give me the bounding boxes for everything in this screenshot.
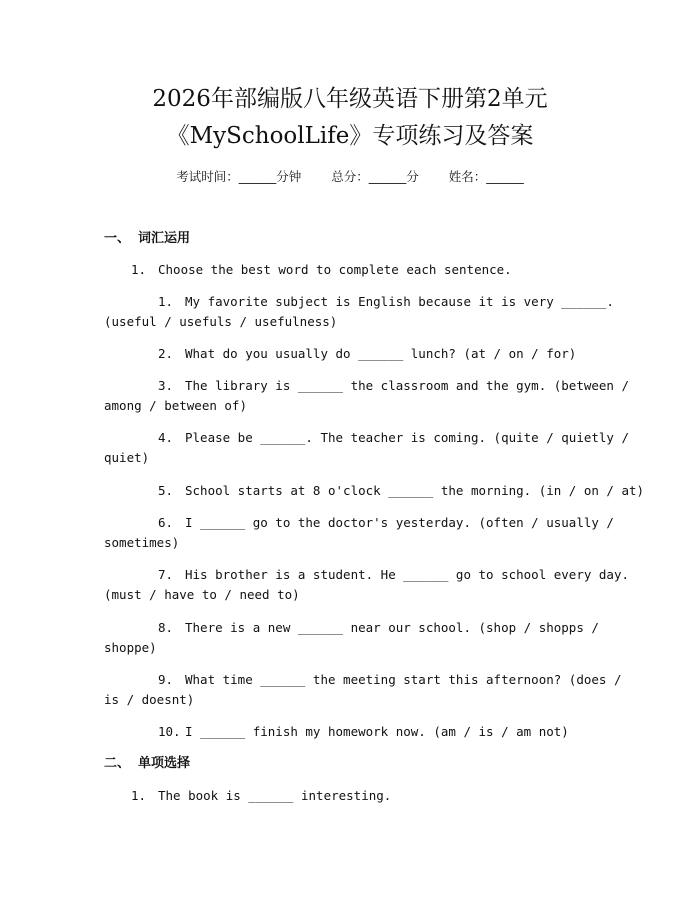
question-9: 9. What time ______ the meeting start this afternoon? (does / <box>158 672 622 687</box>
section-number: 一、 <box>104 231 131 246</box>
question-1: 1. My favorite subject is English because it is very ______. <box>158 294 614 309</box>
student-name-field: 姓名：______ <box>448 169 524 184</box>
total-score-field: 总分：______分 <box>331 169 419 184</box>
choice-question-1: 1. The book is ______ interesting. <box>131 788 392 803</box>
question-7-options: (must / have to / need to) <box>104 587 300 602</box>
section-heading-vocabulary <box>104 230 190 248</box>
question-1-options: (useful / usefuls / usefulness) <box>104 314 338 329</box>
question-6-options: sometimes) <box>104 535 180 550</box>
question-6: 6. I ______ go to the doctor's yesterday. (often / usually / <box>158 515 614 530</box>
exam-meta <box>0 168 700 186</box>
question-10: 10. I ______ finish my homework now. (am / is / am not) <box>158 724 569 739</box>
instruction-line: 1. Choose the best word to complete each sentence. <box>131 262 512 277</box>
question-8: 8. There is a new ______ near our school. (shop / shopps / <box>158 620 599 635</box>
section-number: 二、 <box>104 756 131 771</box>
section-title: 单项选择 <box>138 756 191 771</box>
question-3: 3. The library is ______ the classroom and the gym. (between / <box>158 378 630 393</box>
question-5: 5. School starts at 8 o'clock ______ the morning. (in / on / at) <box>158 483 645 498</box>
exam-time-field: 考试时间：______分钟 <box>176 169 302 184</box>
document-title-line-2: 《MySchoolLife》专项练习及答案 <box>166 123 534 149</box>
question-7: 7. His brother is a student. He ______ go to school every day. <box>158 567 630 582</box>
section-heading-multiple-choice <box>104 755 190 773</box>
document-title-line-1: 2026年部编版八年级英语下册第2单元 <box>152 86 548 112</box>
question-9-options: is / doesnt) <box>104 692 195 707</box>
question-4-options: quiet) <box>104 450 150 465</box>
question-2: 2. What do you usually do ______ lunch? (at / on / for) <box>158 346 577 361</box>
section-title: 词汇运用 <box>138 231 191 246</box>
question-8-options: shoppe) <box>104 640 157 655</box>
question-4: 4. Please be ______. The teacher is coming. (quite / quietly / <box>158 430 630 445</box>
question-3-options: among / between of) <box>104 398 247 413</box>
